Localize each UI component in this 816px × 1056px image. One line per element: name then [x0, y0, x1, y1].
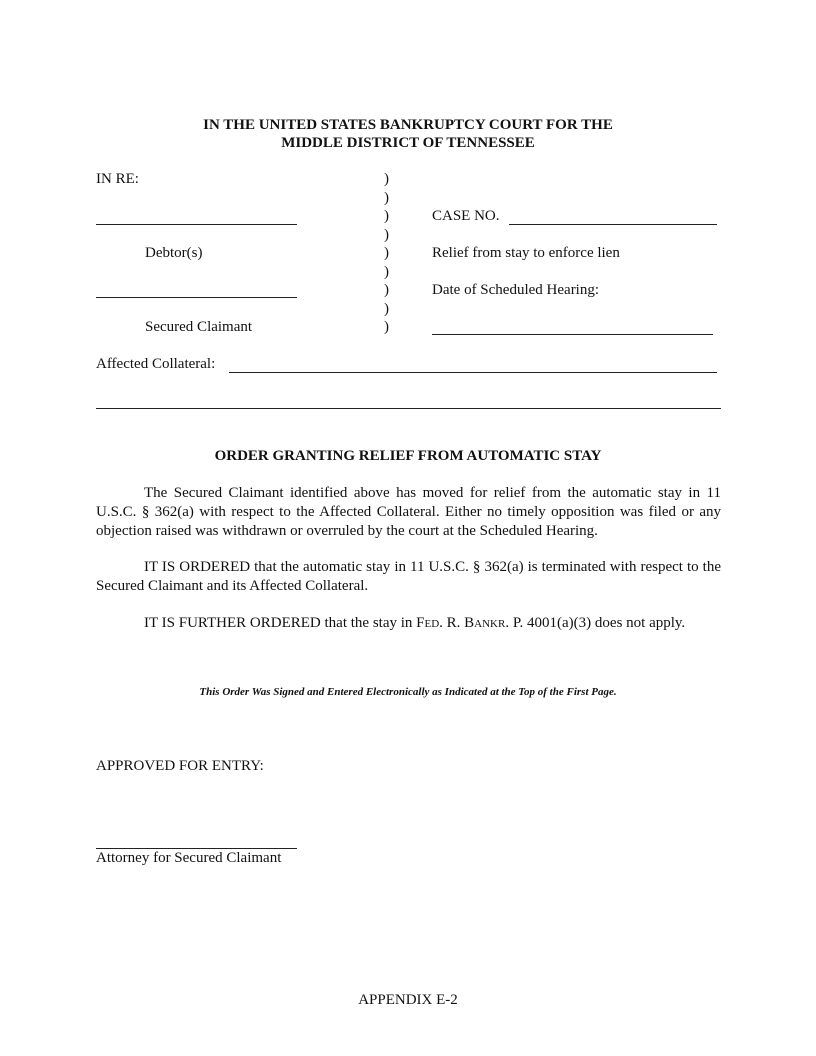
caption-paren: ) [384, 319, 389, 335]
debtor-label: Debtor(s) [145, 245, 203, 261]
case-no-label: CASE NO. [432, 208, 500, 224]
signed-electronically-notice: This Order Was Signed and Entered Electronically as Indicated at the Top of the First Page. [199, 686, 617, 698]
caption-paren: ) [384, 171, 389, 187]
order-paragraph-3-start: IT IS FURTHER ORDERED that the stay in [144, 615, 417, 631]
order-paragraph-1: The Secured Claimant identified above has moved for relief from the automatic stay in 11 U.S.C. § 362(a) with respect to the Affected Collateral. Either no timely opposition was filed or any objection raised was withdrawn or overruled by the court at the Scheduled Hearing. [96, 485, 721, 539]
court-title-line2: MIDDLE DISTRICT OF TENNESSEE [281, 135, 535, 151]
secured-claimant-name-line [96, 297, 297, 298]
caption-paren: ) [384, 264, 389, 280]
appendix-label: APPENDIX E-2 [358, 992, 458, 1008]
caption-paren: ) [384, 245, 389, 261]
order-paragraph-3 [96, 614, 721, 633]
relief-text: Relief from stay to enforce lien [432, 245, 620, 261]
order-paragraph-3-end: 4001(a)(3) does not apply. [523, 615, 686, 631]
secured-claimant-label: Secured Claimant [145, 319, 253, 335]
in-re-label: IN RE: [96, 171, 139, 187]
bankruptcy-rule-citation: Fed. R. Bankr. P. [416, 615, 524, 631]
caption-paren: ) [384, 227, 389, 243]
caption-paren: ) [384, 208, 389, 224]
court-title-line1: IN THE UNITED STATES BANKRUPTCY COURT FOR THE [203, 117, 613, 133]
affected-collateral-label: Affected Collateral: [96, 356, 216, 372]
attorney-label: Attorney for Secured Claimant [96, 850, 282, 866]
approved-for-entry-label: APPROVED FOR ENTRY: [96, 758, 264, 774]
caption-paren: ) [384, 282, 389, 298]
caption-paren: ) [384, 190, 389, 206]
hearing-date-line [432, 334, 713, 335]
debtor-name-line [96, 224, 297, 225]
order-title: ORDER GRANTING RELIEF FROM AUTOMATIC STAY [214, 448, 602, 464]
case-no-line [509, 224, 717, 225]
affected-collateral-line-2 [96, 408, 721, 409]
affected-collateral-line [229, 372, 717, 373]
hearing-date-label: Date of Scheduled Hearing: [432, 282, 600, 298]
order-paragraph-2: IT IS ORDERED that the automatic stay in 11 U.S.C. § 362(a) is terminated with respect to the Secured Claimant and its Affected Collateral. [96, 559, 721, 594]
attorney-signature-line [96, 848, 297, 849]
caption-paren: ) [384, 301, 389, 317]
